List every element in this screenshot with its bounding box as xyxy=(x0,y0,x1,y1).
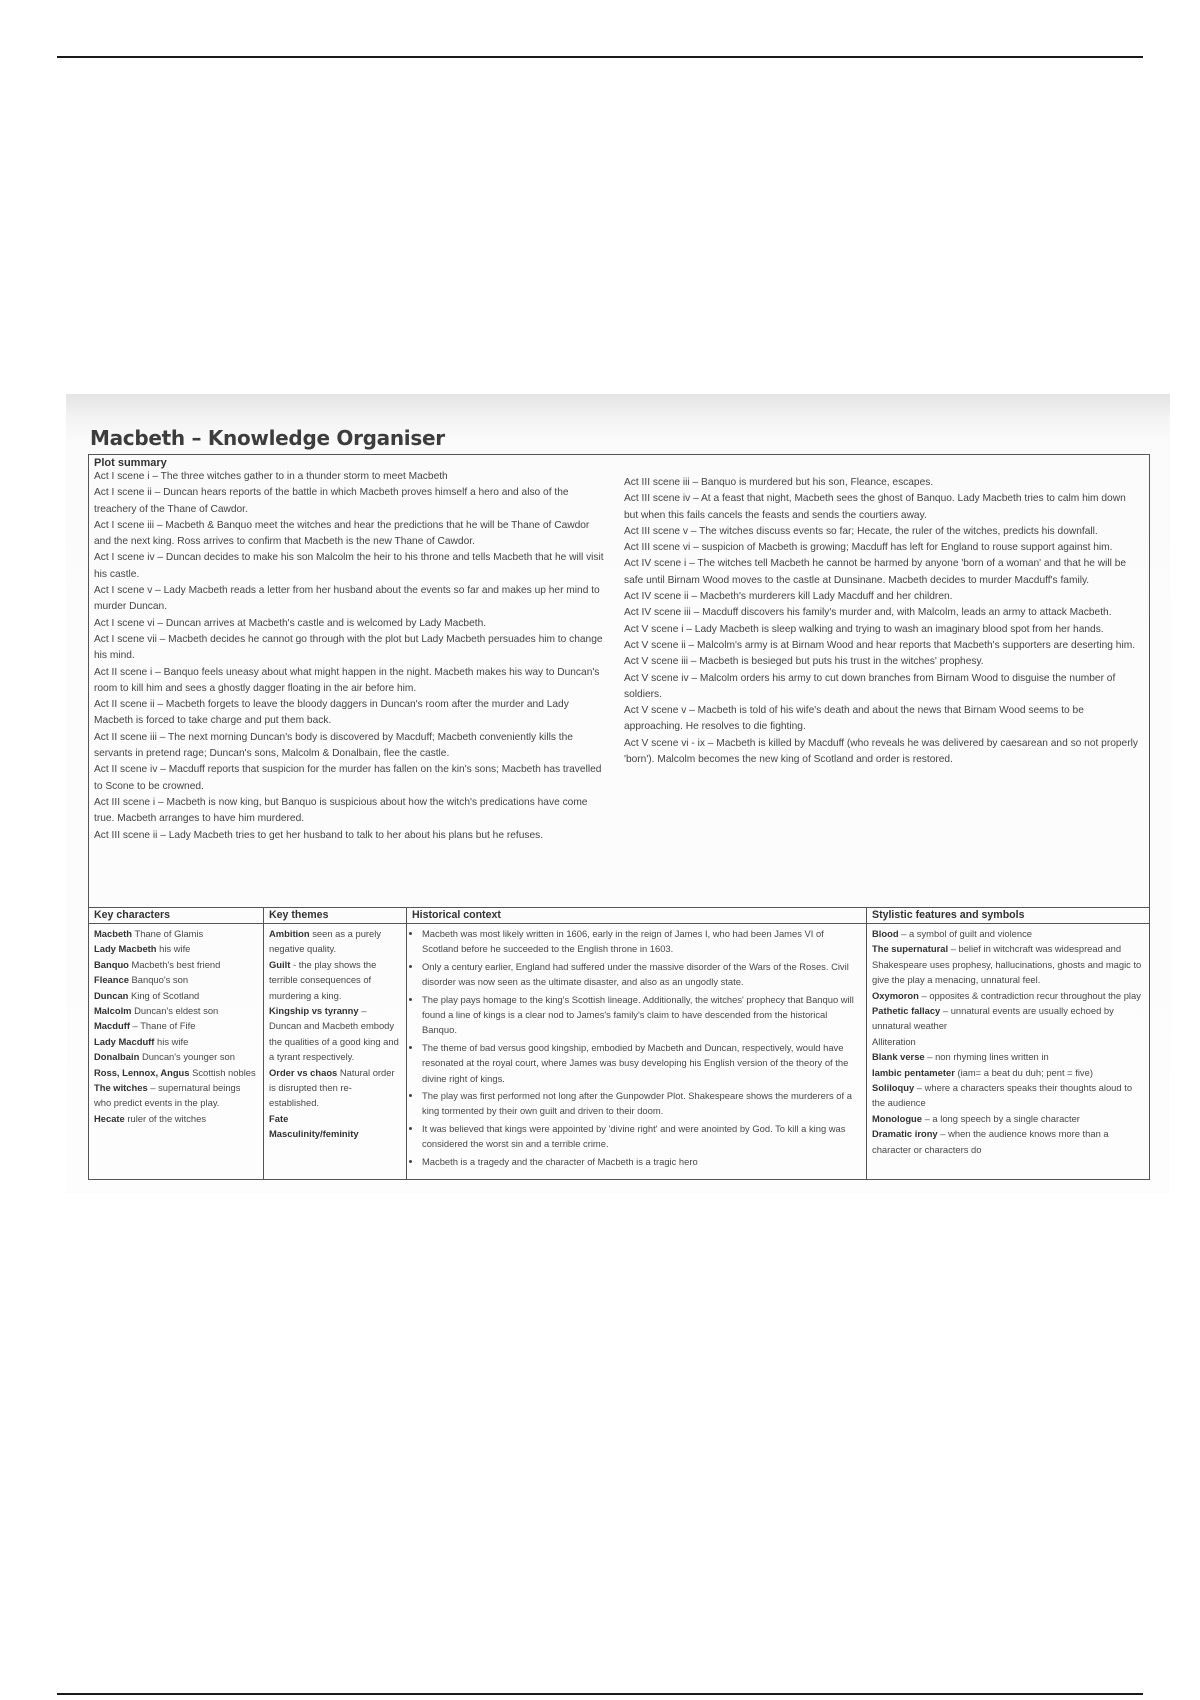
key-characters-cell xyxy=(89,908,264,1179)
item-description: seen as a purely negative quality. xyxy=(269,928,382,955)
historical-context-item: • Macbeth is a tragedy and the character of Macbeth is a tragic hero xyxy=(422,1154,861,1169)
list-item xyxy=(94,1111,258,1126)
item-name: Soliloquy xyxy=(872,1082,915,1094)
plot-summary-left-column xyxy=(94,469,604,844)
item-name: Guilt xyxy=(269,958,291,970)
list-item xyxy=(872,988,1144,1003)
item-description: Banquo's son xyxy=(131,974,189,986)
item-description: Thane of Glamis xyxy=(134,928,204,939)
item-name: Monologue xyxy=(872,1112,922,1124)
item-name: Banquo xyxy=(94,958,129,970)
plot-summary-entry: Act V scene v – Macbeth is told of his wife's death and about the news that Birnam Wood seems to be approaching. He resolves to die fighting. xyxy=(624,705,1084,733)
list-item xyxy=(872,926,1144,941)
plot-summary-entry: Act IV scene iii – Macduff discovers his family's murder and, with Malcolm, leads an army to attack Macbeth. xyxy=(624,607,1112,619)
item-description: – a symbol of guilt and violence xyxy=(901,928,1032,939)
list-item xyxy=(269,957,401,1003)
item-name: Ross, Lennox, Angus xyxy=(94,1066,190,1078)
plot-summary-entry: Act III scene i – Macbeth is now king, but Banquo is suspicious about how the witch's predications have come true. Macbeth arranges to have him murdered. xyxy=(94,796,588,825)
plot-summary-entry: Act I scene ii – Duncan hears reports of the battle in which Macbeth proves himself a hero and also of the treachery of the Thane of Cawdor. xyxy=(94,487,569,515)
plot-summary-entry: Act V scene i – Lady Macbeth is sleep walking and trying to wash an imaginary blood spot from her hands. xyxy=(624,623,1104,635)
list-item xyxy=(269,1003,401,1065)
item-name: Dramatic irony xyxy=(872,1128,938,1140)
list-item xyxy=(94,941,258,956)
historical-context-item: • The play pays homage to the king's Scottish lineage. Additionally, the witches' prophecy that Banquo will found a line of kings is a clear nod to James's family's claim to have descended from the historical Banquo. xyxy=(422,992,861,1038)
historical-context-item: • The play was first performed not long after the Gunpowder Plot. Shakespeare shows the murderers of a king tormented by their own guilt and driven to their doom. xyxy=(422,1088,861,1119)
list-item xyxy=(872,1080,1144,1111)
item-name: Blood xyxy=(872,928,899,939)
bottom-grid xyxy=(89,908,1149,1179)
key-themes-list xyxy=(264,924,406,1144)
historical-context-heading: Historical context xyxy=(407,908,866,924)
item-description: – where a characters speaks their thoughts aloud to the audience xyxy=(872,1082,1133,1109)
key-themes-heading: Key themes xyxy=(264,908,406,924)
list-item xyxy=(269,926,401,957)
plot-summary-entry: Act II scene i – Banquo feels uneasy about what might happen in the night. Macbeth makes his way to Duncan's room to kill him and sees a ghostly dagger floating in the air before him. xyxy=(94,666,600,694)
plot-summary-entry: Act II scene iii – The next morning Duncan's body is discovered by Macduff; Macbeth conveniently kills the servants in pretend rage; Duncan's sons, Malcolm & Donalbain, flee the castle. xyxy=(94,731,573,760)
stylistic-features-list xyxy=(867,924,1149,1159)
plot-summary-entry: Act II scene iv – Macduff reports that suspicion for the murder has fallen on the kin's sons; Macbeth has travelled to Scone to be crowned. xyxy=(94,764,602,792)
historical-context-item: • It was believed that kings were appointed by 'divine right' and were anointed by God. To kill a king was considered the worst sin and a terrible crime. xyxy=(422,1121,861,1152)
item-name: Oxymoron xyxy=(872,989,919,1001)
plot-summary-entry: Act III scene v – The witches discuss events so far; Hecate, the ruler of the witches, predicts his downfall. xyxy=(624,525,1098,537)
item-name: Fate xyxy=(269,1112,289,1124)
item-description: Duncan's younger son xyxy=(141,1051,235,1063)
list-item xyxy=(872,1049,1144,1064)
item-description: Natural order is disrupted then re-established. xyxy=(269,1066,395,1109)
list-item xyxy=(94,957,258,972)
key-themes-cell xyxy=(264,908,407,1179)
plot-summary-entry: Act I scene i – The three witches gather to in a thunder storm to meet Macbeth xyxy=(94,471,448,482)
plot-summary-entry: Act I scene iii – Macbeth & Banquo meet the witches and hear the predictions that he will be Thane of Cawdor and the next king. Ross arrives to confirm that Macbeth is the new Thane of Cawdor. xyxy=(94,519,590,548)
key-characters-heading: Key characters xyxy=(89,908,263,924)
item-description: ruler of the witches xyxy=(127,1112,207,1124)
item-description: his wife xyxy=(159,943,191,955)
plot-summary-section xyxy=(89,455,1149,908)
list-item xyxy=(94,1080,258,1111)
list-item xyxy=(872,1126,1144,1157)
list-item xyxy=(269,1126,401,1141)
list-item xyxy=(872,1111,1144,1126)
plot-summary-entry: Act IV scene i – The witches tell Macbeth he cannot be harmed by anyone 'born of a woman' and that he will be safe until Birnam Wood moves to the castle at Dunsinane. Macbeth decides to murder Macduff's family. xyxy=(624,558,1127,586)
plot-summary-entry: Act III scene iv – At a feast that night, Macbeth sees the ghost of Banquo. Lady Macbeth tries to calm him down but when this fails cancels the feasts and sends the courtiers away. xyxy=(624,493,1126,521)
historical-context-item: • Only a century earlier, England had suffered under the massive disorder of the Wars of the Roses. Civil disorder was now seen as the ultimate disaster, and also as an ungodly state. xyxy=(422,959,861,990)
plot-summary-entry: Act I scene vi – Duncan arrives at Macbeth's castle and is welcomed by Lady Macbeth. xyxy=(94,617,487,629)
list-item xyxy=(872,941,1144,987)
historical-context-list xyxy=(412,926,861,1169)
item-name: Macbeth xyxy=(94,928,133,939)
plot-summary-entry: Act II scene ii – Macbeth forgets to leave the bloody daggers in Duncan's room after the murder and Lady Macbeth is forced to take charge and put them back. xyxy=(94,699,569,727)
item-description: – belief in witchcraft was widespread and Shakespeare uses prophesy, hallucinations, ghosts and magic to give the play a menacing, unnatural feel. xyxy=(872,943,1142,986)
plot-summary-entry: Act V scene vi - ix – Macbeth is killed by Macduff (who reveals he was delivered by caesarean and so not properly 'born'). Malcolm becomes the new king of Scotland and order is restored. xyxy=(624,737,1138,766)
item-description: – Thane of Fife xyxy=(132,1020,196,1032)
item-name: Hecate xyxy=(94,1112,125,1124)
historical-context-item: • The theme of bad versus good kingship, embodied by Macbeth and Duncan, respectively, would have resonated at the royal court, where James was busy developing his English version of the theory of the divine right of kings. xyxy=(422,1040,861,1086)
plot-summary-entry: Act V scene iii – Macbeth is besieged but puts his trust in the witches' prophesy. xyxy=(624,656,984,668)
plot-summary-entry: Act V scene iv – Malcolm orders his army to cut down branches from Birnam Wood to disguise the number of soldiers. xyxy=(624,672,1116,700)
item-description: Duncan's eldest son xyxy=(134,1005,219,1017)
list-item xyxy=(94,1003,258,1018)
item-description: – Duncan and Macbeth embody the qualities of a good king and a tyrant respectively. xyxy=(269,1005,399,1063)
item-description: – non rhyming lines written in xyxy=(927,1051,1049,1063)
plot-summary-entry: Act I scene vii – Macbeth decides he cannot go through with the plot but Lady Macbeth persuades him to change his mind. xyxy=(94,633,603,662)
item-name: Kingship vs tyranny xyxy=(269,1005,359,1017)
item-description: Macbeth's best friend xyxy=(131,958,221,970)
list-item xyxy=(94,926,258,941)
item-name: The witches xyxy=(94,1082,148,1094)
list-item xyxy=(872,1034,1144,1049)
scanned-page xyxy=(66,394,1170,1194)
plot-summary-heading: Plot summary xyxy=(94,457,167,469)
item-description: King of Scotland xyxy=(131,989,200,1001)
list-item xyxy=(94,1065,258,1080)
item-name: Pathetic fallacy xyxy=(872,1005,941,1017)
list-item xyxy=(94,1018,258,1033)
list-item xyxy=(872,1065,1144,1080)
item-name: Malcolm xyxy=(94,1005,132,1017)
item-name: The supernatural xyxy=(872,943,949,955)
plot-summary-entry: Act I scene iv – Duncan decides to make his son Malcolm the heir to his throne and tells Macbeth that he will visit his castle. xyxy=(94,552,604,580)
plot-summary-entry: Act IV scene ii – Macbeth's murderers kill Lady Macduff and her children. xyxy=(624,591,953,603)
item-description: – a long speech by a single character xyxy=(924,1112,1080,1124)
item-name: Blank verse xyxy=(872,1051,925,1063)
historical-context-cell xyxy=(407,908,867,1179)
page-title: Macbeth – Knowledge Organiser xyxy=(90,426,445,450)
bottom-rule xyxy=(57,1693,1143,1695)
item-name: Duncan xyxy=(94,989,129,1001)
item-name: Order vs chaos xyxy=(269,1066,338,1078)
item-description: his wife xyxy=(157,1035,189,1047)
item-description: - the play shows the terrible consequences of murdering a king. xyxy=(269,958,377,1001)
list-item xyxy=(94,1034,258,1049)
plot-summary-entry: Act III scene iii – Banquo is murdered but his son, Fleance, escapes. xyxy=(624,477,934,488)
item-name: Iambic pentameter xyxy=(872,1066,955,1078)
item-name: Fleance xyxy=(94,974,129,986)
item-name: Lady Macduff xyxy=(94,1035,155,1047)
organiser-table xyxy=(88,454,1150,1180)
plot-summary-entry: Act I scene v – Lady Macbeth reads a letter from her husband about the events so far and makes up her mind to murder Duncan. xyxy=(94,585,600,613)
item-name: Lady Macbeth xyxy=(94,943,157,955)
key-characters-list xyxy=(89,924,263,1128)
item-description: – when the audience knows more than a character or characters do xyxy=(872,1128,1109,1155)
list-item xyxy=(872,1003,1144,1034)
list-item xyxy=(94,972,258,987)
item-name: Masculinity/feminity xyxy=(269,1128,359,1140)
stylistic-features-heading: Stylistic features and symbols xyxy=(867,908,1149,924)
stylistic-features-cell xyxy=(867,908,1149,1179)
item-description: – unnatural events are usually echoed by unnatural weather xyxy=(872,1005,1114,1032)
item-description: (iam= a beat du duh; pent = five) xyxy=(957,1066,1093,1078)
item-name: Ambition xyxy=(269,928,310,939)
list-item xyxy=(269,1065,401,1111)
plot-summary-entry: Act III scene ii – Lady Macbeth tries to get her husband to talk to her about his plans but he refuses. xyxy=(94,829,544,841)
item-name: Macduff xyxy=(94,1020,130,1032)
item-description: Alliteration xyxy=(872,1035,916,1047)
plot-summary-entry: Act III scene vi – suspicion of Macbeth is growing; Macduff has left for England to rouse support against him. xyxy=(624,542,1113,554)
list-item xyxy=(94,988,258,1003)
list-item xyxy=(269,1111,401,1126)
item-name: Donalbain xyxy=(94,1051,140,1063)
item-description: Scottish nobles xyxy=(192,1066,256,1078)
plot-summary-right-column xyxy=(624,475,1139,768)
plot-summary-entry: Act V scene ii – Malcolm's army is at Birnam Wood and hear reports that Macbeth's supporters are deserting him. xyxy=(624,639,1136,651)
historical-context-body xyxy=(407,924,866,1173)
item-description: – supernatural beings who predict events in the play. xyxy=(94,1082,241,1109)
item-description: – opposites & contradiction recur throughout the play xyxy=(921,989,1141,1001)
list-item xyxy=(94,1049,258,1064)
top-rule xyxy=(57,56,1143,58)
historical-context-item: • Macbeth was most likely written in 1606, early in the reign of James I, who had been James VI of Scotland before he succeeded to the English throne in 1603. xyxy=(422,926,861,957)
